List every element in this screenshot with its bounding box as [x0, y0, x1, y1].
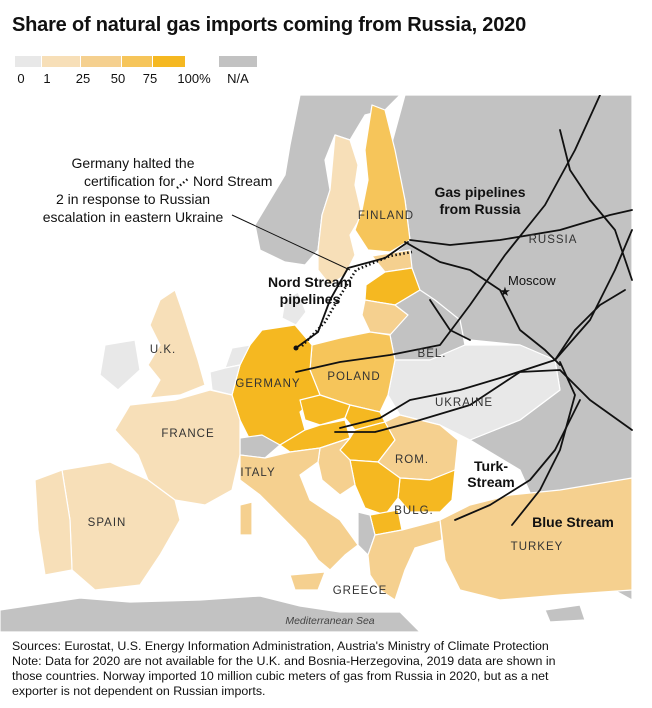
- legend-swatch-na: [219, 56, 257, 67]
- label-poland: POLAND: [327, 371, 381, 383]
- label-finland: FINLAND: [357, 210, 415, 222]
- label-moscow: Moscow: [508, 273, 556, 288]
- label-turkey: TURKEY: [510, 541, 564, 553]
- label-rom: ROM.: [394, 454, 430, 466]
- sources-note: [12, 639, 642, 699]
- annotation-halted-line4: 2 in response to Russian: [55, 191, 211, 207]
- annotation-halted-line3: Nord Stream: [193, 173, 273, 189]
- annotation-turk-stream-line2: Stream: [467, 474, 515, 490]
- legend-tick-50: 50: [110, 71, 126, 86]
- label-bel: BEL.: [417, 348, 447, 360]
- legend-tick-100: 100%: [177, 71, 211, 86]
- annotation-nord-stream-line1: Nord Stream: [267, 274, 353, 290]
- sources-line-3: those countries. Norway imported 10 million cubic meters of gas from Russia in 2020, but as a net: [12, 669, 549, 683]
- annotation-halted-line2: certification for: [84, 173, 176, 189]
- legend-tick-25: 25: [75, 71, 91, 86]
- annotation-halted-line1: Germany halted the: [71, 155, 195, 171]
- country-sardinia: [240, 502, 252, 535]
- annotation-gas-pipelines-line1: Gas pipelines: [434, 184, 526, 200]
- label-france: FRANCE: [161, 428, 215, 440]
- label-bulg: BULG.: [394, 505, 434, 517]
- europe-map: [0, 95, 652, 632]
- sources-line-2: Note: Data for 2020 are not available for the U.K. and Bosnia-Herzegovina, 2019 data are shown in: [12, 654, 556, 668]
- annotation-nord-stream-line2: pipelines: [279, 291, 341, 307]
- label-italy: ITALY: [240, 467, 276, 479]
- legend-swatch-50-75: [122, 56, 152, 67]
- label-uk: U.K.: [149, 344, 177, 356]
- label-germany: GERMANY: [235, 378, 301, 390]
- legend-tick-0: 0: [17, 71, 25, 86]
- legend-tick-75: 75: [142, 71, 158, 86]
- label-greece: GREECE: [332, 585, 388, 597]
- annotation-turk-stream-line1: Turk-: [474, 458, 508, 474]
- annotation-halted-line5: escalation in eastern Ukraine: [42, 209, 224, 225]
- legend-swatch-1-25: [42, 56, 80, 67]
- sources-line-4: exporter is not dependent on Russian imports.: [12, 684, 266, 698]
- label-mediterranean-sea: Mediterranean Sea: [285, 615, 375, 627]
- label-spain: SPAIN: [87, 517, 127, 529]
- sources-line-1: Sources: Eurostat, U.S. Energy Information Administration, Austria's Ministry of Climate Protection: [12, 639, 549, 653]
- legend-tick-1: 1: [43, 71, 51, 86]
- moscow-star-icon: ★: [499, 284, 511, 299]
- legend-na-label: N/A: [227, 71, 249, 86]
- pipeline-landfall: [294, 346, 299, 351]
- chart-title: Share of natural gas imports coming from Russia, 2020: [12, 14, 526, 36]
- annotation-blue-stream: Blue Stream: [532, 514, 614, 530]
- label-russia: RUSSIA: [528, 234, 578, 246]
- legend-swatch-0-1: [15, 56, 41, 67]
- annotation-gas-pipelines-line2: from Russia: [439, 201, 521, 217]
- legend-swatch-25-50: [81, 56, 121, 67]
- label-ukraine: UKRAINE: [434, 397, 494, 409]
- legend-swatch-75-100: [153, 56, 185, 67]
- legend: [12, 56, 272, 86]
